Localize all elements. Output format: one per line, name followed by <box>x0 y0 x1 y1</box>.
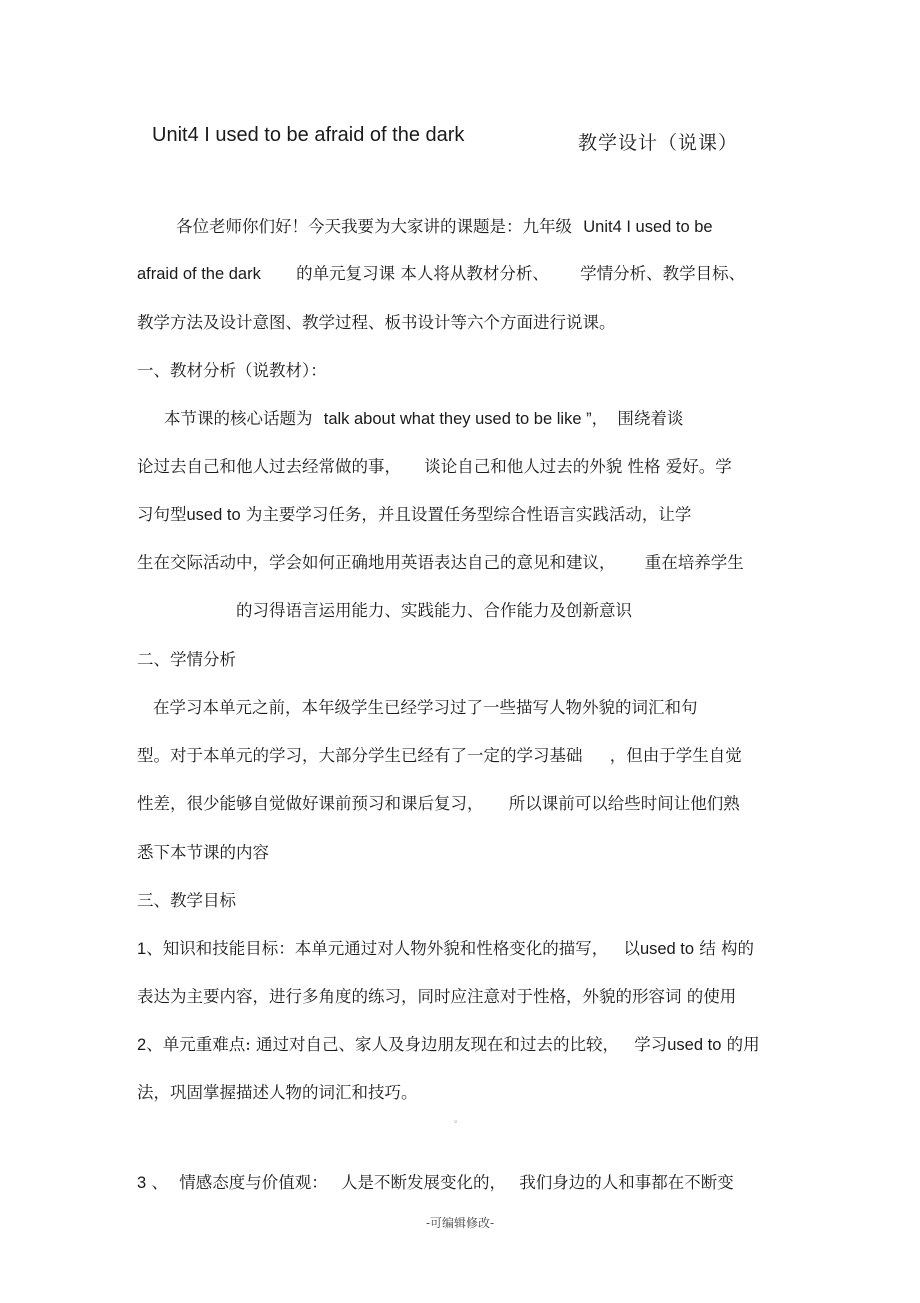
section-2-line-3-b: 所以课前可以给些时间让他们熟 <box>508 794 740 813</box>
objective-2-a: 、单元重难点: 通过对自己、家人及身边朋友现在和过去的比较， <box>146 1035 619 1054</box>
objective-1-line-1 <box>137 938 754 960</box>
section-3-heading: 三、教学目标 <box>137 891 236 910</box>
objective-2-line-2: 法，巩固掌握描述人物的词汇和技巧。 <box>137 1083 418 1102</box>
title-english: Unit4 I used to be afraid of the dark <box>152 124 465 146</box>
section-1-line-2 <box>137 456 732 478</box>
objective-3-c: 人是不断发展变化的， <box>340 1173 506 1192</box>
objective-1-number: 1 <box>137 940 147 958</box>
objective-2-b: 学习 <box>634 1035 668 1054</box>
objective-2-number: 2 <box>137 1036 147 1054</box>
objective-3-b: 情感态度与价值观： <box>179 1173 328 1192</box>
intro-line-2-en: afraid of the dark <box>137 265 261 283</box>
section-2-line-3 <box>137 793 740 815</box>
section-2-heading: 二、学情分析 <box>137 650 236 669</box>
page-footer: -可编辑修改- <box>426 1216 495 1230</box>
objective-3-number: 3 <box>137 1174 147 1192</box>
objective-3-line-1 <box>137 1172 734 1194</box>
objective-2-c: 的用 <box>726 1035 760 1054</box>
section-2-line-1: 在学习本单元之前，本年级学生已经学习过了一些描写人物外貌的词汇和句 <box>153 698 698 717</box>
objective-2-en: used to <box>667 1036 722 1054</box>
section-2-line-2-a: 型。对于本单元的学习，大部分学生已经有了一定的学习基础 <box>137 746 583 765</box>
title-chinese: 教学设计（说课） <box>578 132 739 154</box>
intro-line-2-b: 学情分析、教学目标、 <box>580 264 746 283</box>
section-1-line-3 <box>137 504 691 526</box>
objective-1-line-2: 表达为主要内容，进行多角度的练习，同时应注意对于性格，外貌的形容词 的使用 <box>137 987 737 1006</box>
section-1-line-4-b: 重在培养学生 <box>644 553 744 572</box>
section-1-line-1-b: 围绕着谈 <box>617 409 684 428</box>
section-1-line-1 <box>164 408 683 430</box>
objective-1-c: 结 构的 <box>699 939 755 958</box>
section-1-line-1-a: 本节课的核心话题为 <box>164 409 313 428</box>
section-1-line-4 <box>137 552 744 574</box>
objective-1-b: 以 <box>623 939 640 958</box>
intro-line-3: 教学方法及设计意图、教学过程、板书设计等六个方面进行说课。 <box>137 313 616 332</box>
intro-line-2 <box>137 263 745 285</box>
intro-line-1-en: Unit4 I used to be <box>583 218 713 236</box>
section-1-line-2-a: 论过去自己和他人过去经常做的事， <box>137 457 401 476</box>
section-1-line-1-en: talk about what they used to be like ”， <box>323 410 609 428</box>
section-1-line-5: 的习得语言运用能力、实践能力、合作能力及创新意识 <box>236 601 632 620</box>
section-2-line-3-a: 性差，很少能够自觉做好课前预习和课后复习， <box>137 794 484 813</box>
intro-line-2-a: 的单元复习课 本人将从教材分析、 <box>296 264 549 283</box>
section-1-line-2-b: 谈论自己和他人过去的外貌 性格 爱好。学 <box>424 457 732 476</box>
intro-line-1-cn: 各位老师你们好！今天我要为大家讲的课题是：九年级 <box>176 217 572 236</box>
section-1-line-3-en: used to <box>186 506 241 524</box>
intro-line-1 <box>176 216 713 238</box>
section-1-heading: 一、教材分析（说教材）： <box>137 361 327 380</box>
section-1-line-3-a: 习句型 <box>137 505 187 524</box>
objective-1-en: used to <box>639 940 695 958</box>
objective-3-a: 、 <box>151 1173 168 1192</box>
section-2-line-2 <box>137 745 742 767</box>
section-2-line-2-b: ，但由于学生自觉 <box>609 746 742 765</box>
section-1-line-3-b: 为主要学习任务，并且设置任务型综合性语言实践活动，让学 <box>245 505 692 524</box>
section-1-line-4-a: 生在交际活动中，学会如何正确地用英语表达自己的意见和建议， <box>137 553 616 572</box>
objective-3-d: 我们身边的人和事都在不断变 <box>519 1173 734 1192</box>
objective-1-a: 、知识和技能目标：本单元通过对人物外貌和性格变化的描写， <box>146 939 609 958</box>
objective-2-line-1 <box>137 1034 760 1056</box>
section-2-line-4: 悉下本节课的内容 <box>137 843 269 862</box>
stray-dot: 。 <box>454 1115 464 1125</box>
